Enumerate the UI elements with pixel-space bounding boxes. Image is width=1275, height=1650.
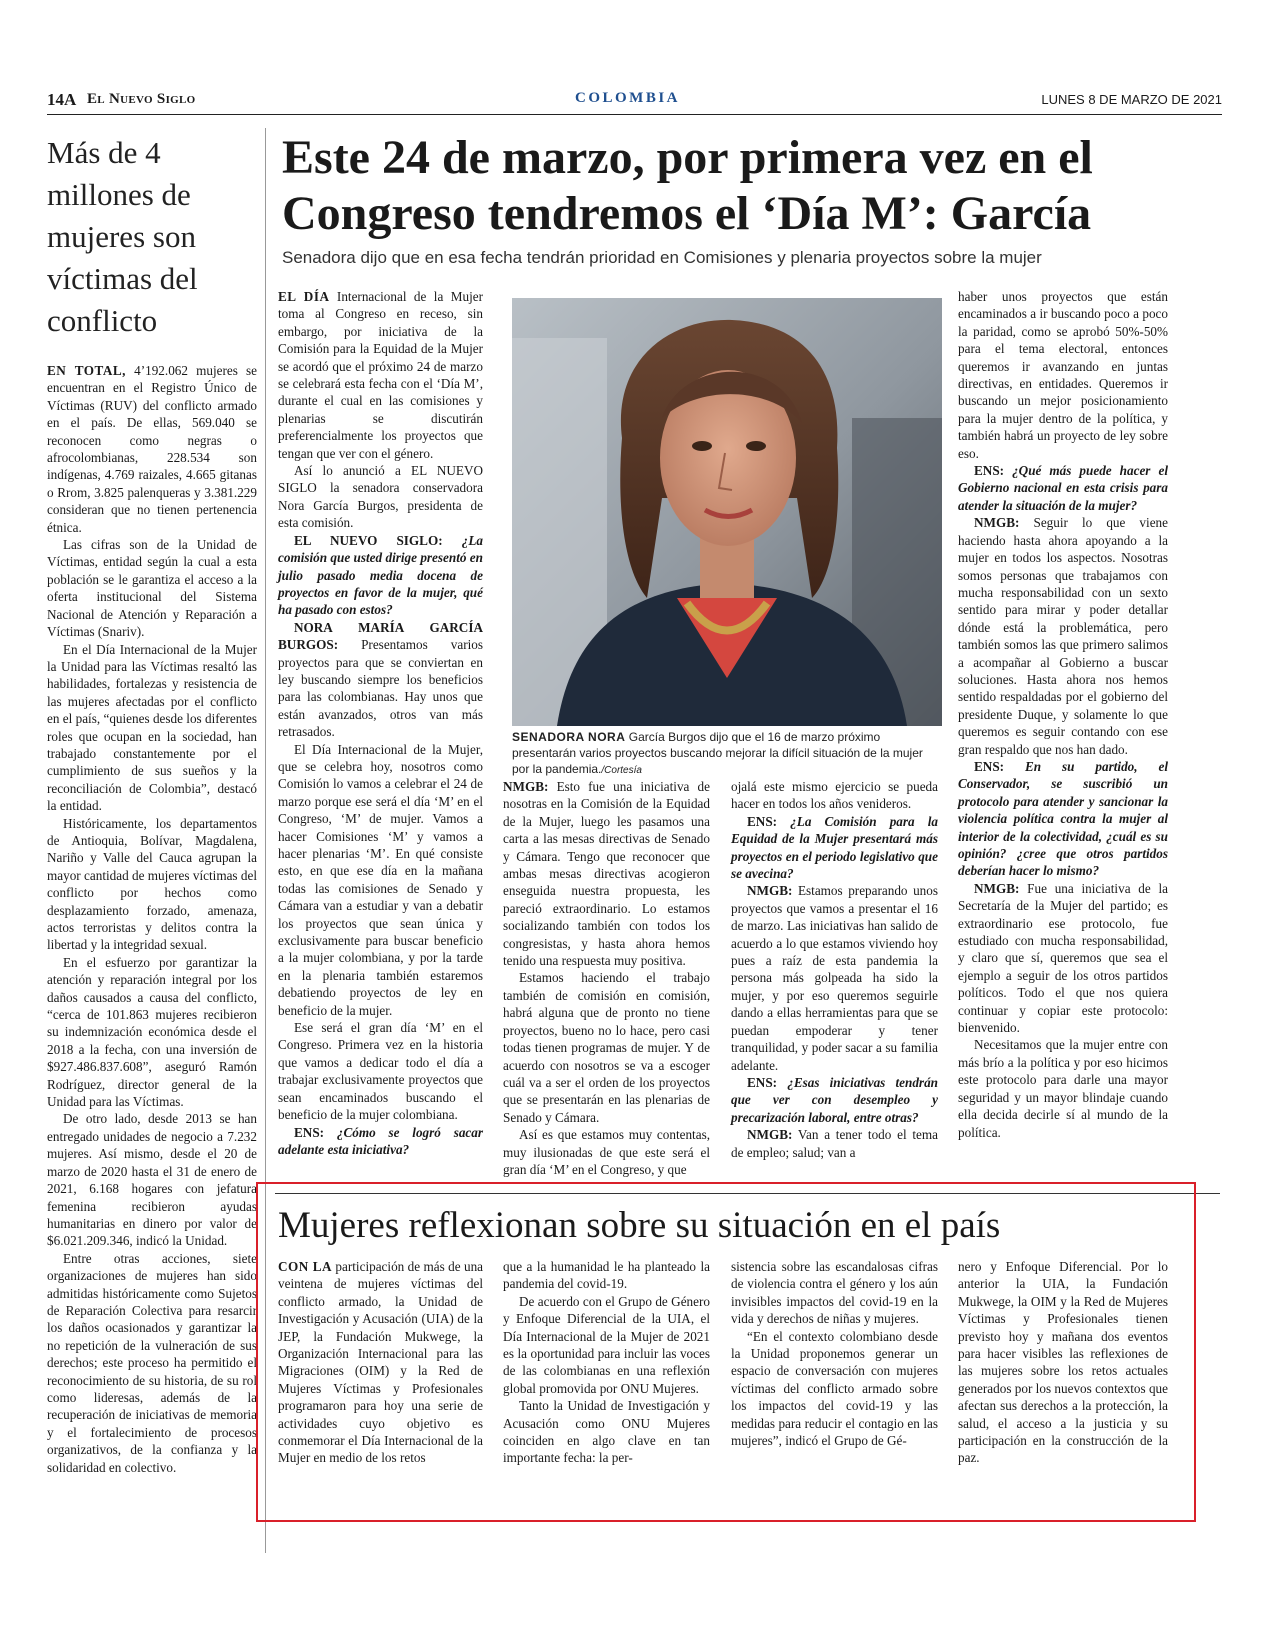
second-column-3	[731, 1258, 938, 1449]
paragraph	[958, 462, 1168, 514]
interviewer-label: ENS:	[747, 1074, 778, 1090]
speaker-label: NMGB:	[747, 1127, 793, 1143]
main-column-1	[278, 288, 483, 1158]
paragraph-text: De otro lado, desde 2013 se han entregado unidades de negocio a 7.232 mujeres. Así mismo, desde el 20 de marzo de 2020 hasta el 31 de enero de 2021, 6.168 hogares con jefatura femenina recibieron ayudas humanitarias en dinero por valor de $6.021.209.346, indicó la Unidad.	[47, 1111, 257, 1249]
paragraph-text: Internacional de la Mujer toma al Congreso en receso, sin embargo, por iniciativa de la Comisión para la Equidad de la Mujer se acordó que el próximo 24 de marzo se celebrará esta fecha con el ‘Día M’, durante el cual en las comisiones y plenarias se discutirán preferencialmente los proyectos que tengan que ver con el género.	[278, 289, 483, 461]
paragraph-text: nero y Enfoque Diferencial. Por lo anterior la UIA, la Fundación Mukwege, la OIM y la Red de Mujeres Víctimas y Profesionales tienen previsto hoy y mañana dos eventos para hacer visibles las reflexiones de las mujeres sobre los retos actuales generados por los nuevos contextos que afectan sus derechos a la protección, la salud, el acceso a la justicia y su participación en la construcción de la paz.	[958, 1259, 1168, 1466]
paragraph	[731, 778, 938, 813]
interviewer-label: ENS:	[747, 813, 778, 829]
main-column-2	[503, 778, 710, 1178]
paragraph-text: participación de más de una veintena de mujeres víctimas del conflicto armado, la Unidad de Investigación y Acusación (UIA) de la JEP, la Fundación Mukwege, la Organización Internacional para las Migraciones (OIM) y la Red de Mujeres Víctimas y Profesionales programaron para hoy una serie de actividades cuyo objetivo es conmemorar el Día Internacional de la Mujer en medio de los retos	[278, 1259, 484, 1466]
paragraph	[47, 1250, 257, 1476]
paragraph	[958, 288, 1168, 462]
paragraph	[731, 1126, 938, 1161]
paragraph	[47, 536, 257, 640]
paragraph-text: De acuerdo con el Grupo de Género y Enfoque Diferencial de la UIA, el Día Internacional de la Mujer de 2021 es la oportunidad para incluir las voces de las colombianas en una reflexión global promovida por ONU Mujeres.	[503, 1293, 710, 1396]
portrait-illustration	[512, 298, 942, 726]
interviewer-label: ENS:	[974, 463, 1005, 479]
paragraph	[731, 1258, 938, 1328]
paragraph-text: Tanto la Unidad de Investigación y Acusación como ONU Mujeres coinciden en algo clave en tan importante fecha: la per-	[503, 1398, 710, 1466]
question-text: ¿La Comisión para la Equidad de la Mujer presentará más proyectos en el periodo legislativo que se avecina?	[731, 813, 938, 882]
paragraph-text: 4’192.062 mujeres se encuentran en el Registro Único de Víctimas (RUV) del conflicto armado en el país. De ellas, 569.040 se reconocen como negras o afrocolombianas, 228.534 son indígenas, 4.769 raizales, 4.665 gitanas o Rrom, 3.825 palenqueras y 3.381.229 consideran que no tienen pertenencia étnica.	[47, 363, 257, 535]
paragraph	[503, 1126, 710, 1178]
speaker-label: NMGB:	[503, 779, 549, 794]
paragraph	[731, 882, 938, 1073]
question-text: En su partido, el Conservador, se suscribió un protocolo para atender y sancionar la violencia política contra la mujer al interior de la colectividad, ¿cuál es su opinión? ¿cree que otros partidos deberían hacer lo mismo?	[958, 758, 1168, 879]
lead-in: EL DÍA	[278, 289, 330, 304]
paragraph-text: Históricamente, los departamentos de Antioquia, Bolívar, Magdalena, Nariño y Valle del Cauca agrupan la mayor cantidad de mujeres víctimas del conflicto por hechos como desplazamiento forzado, amenaza, actos terroristas y delitos contra la libertad y la integridad sexual.	[47, 815, 257, 953]
second-headline: Mujeres reflexionan sobre su situación en el país	[278, 1205, 1001, 1246]
paragraph-text: Estamos preparando unos proyectos que vamos a presentar el 16 de marzo. Las iniciativas han salido de acuerdo a lo que estamos viviendo hoy pues a raíz de esta pandemia la persona más golpeada ha sido la mujer, y por eso queremos seguirle dando a ellas herramientas para que se puedan empoderar y tener tranquilidad, y poder sacar a su familia adelante.	[731, 883, 938, 1073]
question-text: ¿Esas iniciativas tendrán que ver con desempleo y precarización laboral, entre otras?	[731, 1074, 938, 1125]
sidebar-body	[47, 362, 257, 1476]
page-header	[47, 90, 1222, 112]
paragraph-text: ojalá este mismo ejercicio se pueda hacer en todos los años venideros.	[731, 779, 938, 812]
paragraph	[47, 1110, 257, 1249]
lead-in: CON LA	[278, 1259, 333, 1274]
main-column-3	[731, 778, 938, 1161]
header-divider	[47, 114, 1222, 115]
paragraph-text: Entre otras acciones, siete organizaciones de mujeres han sido admitidas históricamente como Sujetos de Reparación Colectiva para resarcir los daños ocasionados y garantizar la no repetición de la vulneración de sus derechos; este proceso ha permitido el reconocimiento de su historia, de su rol como lideresas, además de la recuperación de iniciativas de memoria y el fortalecimiento de procesos organizativos, de la confianza y la solidaridad en colectivo.	[47, 1250, 257, 1475]
interviewer-label: EL NUEVO SIGLO:	[294, 532, 443, 548]
paragraph	[731, 813, 938, 883]
lead-in: EN TOTAL,	[47, 363, 126, 378]
paragraph-text: El Día Internacional de la Mujer, que se celebra hoy, nosotros como Comisión lo vamos a celebrar el 24 de marzo porque ese será el día ‘M’ en el Congreso, ‘M’ de mujer. Vamos a hacer Comisiones ‘M’ y vamos a hacer plenarias ‘M’. En qué consiste esto, en que ese día en la mañana todas las comisiones de Senado y Cámara van a estudiar y van a debatir los proyectos que sean única y exclusivamente para buscar beneficio a la mujer colombiana, y por la tarde en la plenaria también estaremos debatiendo proyectos de ley en beneficio de la mujer.	[278, 741, 483, 1018]
paragraph	[958, 758, 1168, 880]
paragraph	[731, 1074, 938, 1126]
paragraph	[47, 362, 257, 536]
caption-lead: SENADORA NORA	[512, 730, 626, 744]
paragraph-text: Así es que estamos muy contentas, muy ilusionadas de que este será el gran día ‘M’ en el Congreso, y que	[503, 1127, 710, 1177]
paragraph	[278, 619, 483, 741]
paragraph-text: haber unos proyectos que están encaminados a ir buscando poco a poco la paridad, como se aprobó 50%-50% para el tema electoral, entonces queremos ir avanzando en juntas directivas, en entidades. Queremos ir buscando un mejor posicionamiento para la mujer dentro de la política, y también habrá un proyecto de ley sobre eso.	[958, 289, 1168, 461]
paragraph-text: Estamos haciendo el trabajo también de comisión en comisión, habrá alguna que de pronto no tiene proyectos, bueno no lo hace, pero casi todas tienen programas de mujer. Y de acuerdo con nosotros se va a escoger cuál va a ser el orden de los proyectos que se presentarán en las plenarias de Senado y Cámara.	[503, 970, 710, 1125]
question-text: ¿La comisión que usted dirige presentó en julio pasado media docena de proyectos en favor de la mujer, qué ha pasado con estos?	[278, 532, 483, 618]
sidebar-headline: Más de 4 millones de mujeres son víctimas del conflicto	[47, 135, 198, 338]
paragraph	[278, 1124, 483, 1159]
paragraph	[47, 641, 257, 815]
paragraph-text: Necesitamos que la mujer entre con más brío a la política y por eso hicimos este protocolo para darle una mayor seguridad y un mayor blindaje cuando ella decida decirle sí al mundo de la política.	[958, 1037, 1168, 1140]
newspaper-name: El Nuevo Siglo	[87, 91, 196, 107]
paragraph	[278, 1258, 483, 1467]
paragraph	[278, 288, 483, 462]
paragraph-text: Ese será el gran día ‘M’ en el Congreso. Primera vez en la historia que vamos a dedicar todo el día a trabajar exclusivamente proyectos que sean encaminados buscando el beneficio de la mujer colombiana.	[278, 1020, 483, 1123]
paragraph-text: Esto fue una iniciativa de nosotras en la Comisión de la Equidad de la Mujer, luego les pasamos una carta a las mesas directivas de Senado y Cámara. Tengo que reconocer que ambas mesas directivas acogieron enseguida nuestra propuesta, les pareció extraordinario. Lo estamos socializando también con todos los congresistas, y hasta ahora hemos tenido una respuesta muy positiva.	[503, 779, 710, 969]
paragraph-text: En el Día Internacional de la Mujer la Unidad para las Víctimas resaltó las habilidades, fortalezas y resistencia de las mujeres afectadas por el conflicto en el país, “quienes desde los diferentes roles que ocupan en la sociedad, han trabajado constantemente por el cumplimiento de sus sueños y la reconciliación de Colombia”, destacó la entidad.	[47, 641, 257, 814]
paragraph-text: En el esfuerzo por garantizar la atención y reparación integral por los daños causados a causa del conflicto, “cerca de 101.863 mujeres recibieron su indemnización económica desde el 2018 a la fecha, con una inversión de $927.486.837.608”, aseguró Ramón Rodríguez, director general de la Unidad para las Víctimas.	[47, 954, 257, 1110]
paragraph-text: Seguir lo que viene haciendo hasta ahora apoyando a la mujer en todos los aspectos. Nosotras somos personas que trabajamos con mucha responsabilidad con un sexto sentido para mirar y poder detallar dónde está la problemática, pero también somos las que primero salimos a acompañar al Gobierno a buscar soluciones. Hasta ahora nos hemos sentido respaldadas por el gobierno del presidente Duque, y solamente lo que queremos es seguir contando con ese gran respaldo que nos han dado.	[958, 515, 1168, 757]
paragraph-text: Fue una iniciativa de la Secretaría de la Mujer del partido; es extraordinario ese protocolo, fue estudiado con mucha responsabilidad, y claro que sí, queremos que sea el ejemplo a seguir de los otros partidos políticos. Todo el que nos quiera continuar y copiar este protocolo: bienvenido.	[958, 880, 1168, 1036]
paragraph-text: Van a tener todo el tema de empleo; salud; van a	[731, 1127, 938, 1160]
paragraph	[958, 1036, 1168, 1140]
photo-caption	[512, 729, 942, 779]
paragraph	[278, 462, 483, 532]
speaker-label: NMGB:	[747, 883, 793, 899]
paragraph	[47, 954, 257, 1111]
paragraph-text: “En el contexto colombiano desde la Unidad proponemos generar un espacio de conversación con mujeres víctimas del conflicto armado sobre los impactos del covid-19 y las medidas para reducir el contagio en las mujeres”, indicó el Grupo de Gé-	[731, 1328, 938, 1449]
paragraph	[958, 1258, 1168, 1467]
paragraph-text: Así lo anunció a EL NUEVO SIGLO la senadora conservadora Nora García Burgos, presidenta de esta comisión.	[278, 463, 483, 531]
paragraph-text: Las cifras son de la Unidad de Víctimas, entidad según la cual a esta población se le garantiza el acceso a la oferta institucional del Sistema Nacional de Atención y Reparación a Víctimas (Snariv).	[47, 537, 257, 640]
paragraph	[47, 815, 257, 954]
paragraph	[958, 514, 1168, 758]
paragraph	[503, 778, 710, 969]
interviewer-label: ENS:	[294, 1124, 325, 1140]
second-column-1	[278, 1258, 483, 1467]
interviewer-label: ENS:	[974, 758, 1005, 774]
caption-text: García Burgos dijo que el 16 de marzo próximo presentarán varios proyectos buscando mejorar la difícil situación de la mujer por la pandemia.	[512, 730, 923, 776]
section-name: COLOMBIA	[575, 90, 681, 106]
paragraph	[278, 532, 483, 619]
main-subheadline: Senadora dijo que en esa fecha tendrán prioridad en Comisiones y plenaria proyectos sobre la mujer	[282, 248, 1042, 267]
paragraph	[503, 1258, 710, 1293]
second-column-4	[958, 1258, 1168, 1467]
paragraph	[731, 1328, 938, 1450]
paragraph-text: que a la humanidad le ha planteado la pandemia del covid-19.	[503, 1259, 710, 1292]
main-headline: Este 24 de marzo, por primera vez en el Congreso tendremos el ‘Día M’: García	[282, 131, 1093, 240]
page-number: 14A	[47, 90, 77, 109]
paragraph	[278, 741, 483, 1020]
issue-date: LUNES 8 DE MARZO DE 2021	[1041, 92, 1222, 107]
senator-photo	[512, 298, 942, 726]
paragraph-text: sistencia sobre las escandalosas cifras de violencia contra el género y los aún invisibles impactos del covid-19 en la vida y derechos de niñas y mujeres.	[731, 1259, 938, 1327]
paragraph	[503, 1397, 710, 1467]
sidebar-story	[47, 132, 257, 1476]
paragraph	[503, 969, 710, 1126]
speaker-label: NMGB:	[974, 880, 1020, 896]
question-text: ¿Qué más puede hacer el Gobierno nacional en esta crisis para atender la situación de la mujer?	[958, 463, 1168, 513]
main-column-4	[958, 288, 1168, 1141]
second-column-2	[503, 1258, 710, 1467]
paragraph-text: Presentamos varios proyectos para que se conviertan en ley buscando siempre los beneficios para las colombianas. Hay unos que están avanzados, otros van más retrasados.	[278, 637, 483, 740]
question-text: ¿Cómo se logró sacar adelante esta iniciativa?	[278, 1124, 483, 1157]
photo-credit: /Cortesía	[601, 765, 642, 776]
paragraph	[958, 880, 1168, 1037]
speaker-label: NORA MARÍA GARCÍA BURGOS:	[278, 619, 483, 653]
speaker-label: NMGB:	[974, 515, 1020, 531]
paragraph	[278, 1019, 483, 1123]
paragraph	[503, 1293, 710, 1397]
